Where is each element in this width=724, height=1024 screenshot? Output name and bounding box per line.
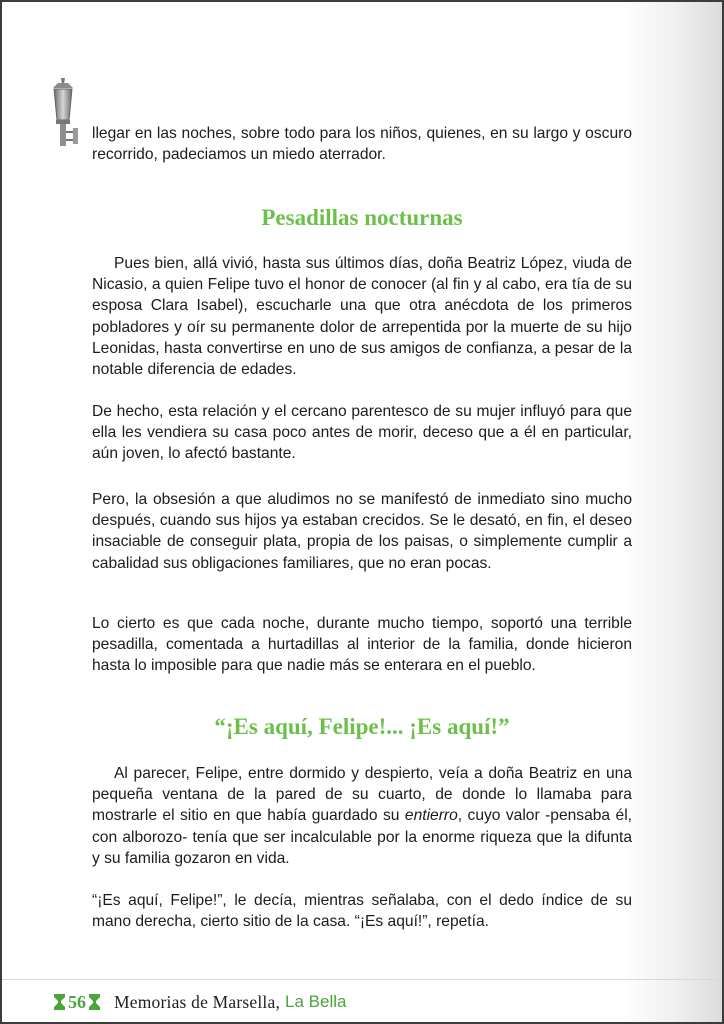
book-title: Memorias de Marsella, xyxy=(114,991,281,1012)
section-heading-es-aqui: “¡Es aquí, Felipe!... ¡Es aquí!” xyxy=(214,714,510,739)
footer-divider xyxy=(2,979,722,980)
section-heading-pesadillas: Pesadillas nocturnas xyxy=(261,205,463,230)
section-body xyxy=(92,489,632,574)
street-lamp-icon xyxy=(46,74,80,154)
paragraph xyxy=(92,763,632,869)
paragraph-text: , cuyo valor -pensaba él, con alborozo- tenía que ser incalculable por la enorme riqueza que la difunta y su familia gozaron en vida. xyxy=(92,807,632,867)
paragraph-text: Al parecer, Felipe, entre dormido y despierto, veía a doña Beatriz en una pequeña ventana de la pared de su cuarto, de donde lo llamaba para mostrarle el sitio en que había guardado su xyxy=(92,765,632,825)
page-number: 56 xyxy=(68,991,86,1012)
section-body xyxy=(92,401,632,465)
paragraph: De hecho, esta relación y el cercano parentesco de su mujer influyó para que ella les vendiera su casa poco antes de morir, deceso que a él en particular, aún joven, lo afectó bastante. xyxy=(92,403,632,463)
intro-text: llegar en las noches, sobre todo para los niños, quienes, en su largo y oscuro recorrido, padeciamos un miedo aterrador. xyxy=(92,125,632,164)
paragraph: Pues bien, allá vivió, hasta sus últimos días, doña Beatriz López, viuda de Nicasio, a quien Felipe tuvo el honor de conocer (al fin y al cabo, era tía de su esposa Clara Isabel), escucharle una que otra anécdota de los primeros pobladores y oír su permanente dolor de arrepentida por la muerte de su hijo Leonidas, hasta convertirse en uno de sus amigos de confianza, a pesar de la notable diferencia de edades. xyxy=(92,255,632,379)
intro-paragraph xyxy=(92,123,632,165)
paragraph: Lo cierto es que cada noche, durante mucho tiempo, soportó una terrible pesadilla, comentada a hurtadillas al interior de la familia, donde hicieron hasta lo imposible para que nadie más se enterara en el pueblo. xyxy=(92,615,632,675)
hourglass-ornament-icon xyxy=(54,994,65,1010)
section-body xyxy=(92,890,632,932)
hourglass-ornament-icon xyxy=(89,994,100,1010)
page-footer xyxy=(54,988,346,1016)
book-subtitle: La Bella xyxy=(285,992,347,1011)
emphasis-word: entierro xyxy=(404,807,458,825)
paragraph: “¡Es aquí, Felipe!”, le decía, mientras señalaba, con el dedo índice de su mano derecha, cierto sitio de la casa. “¡Es aquí!”, repetía. xyxy=(92,892,632,931)
book-page xyxy=(2,2,722,1022)
section-body xyxy=(92,253,632,380)
paragraph: Pero, la obsesión a que aludimos no se manifestó de inmediato sino mucho después, cuando sus hijos ya estaban crecidos. Se le desató, en fin, el deseo insaciable de conseguir plata, propia de los paisas, o simplemente cumplir a cabalidad sus obligaciones familiares, que no eran pocas. xyxy=(92,491,632,572)
section-body xyxy=(92,763,632,869)
section-body xyxy=(92,613,632,677)
